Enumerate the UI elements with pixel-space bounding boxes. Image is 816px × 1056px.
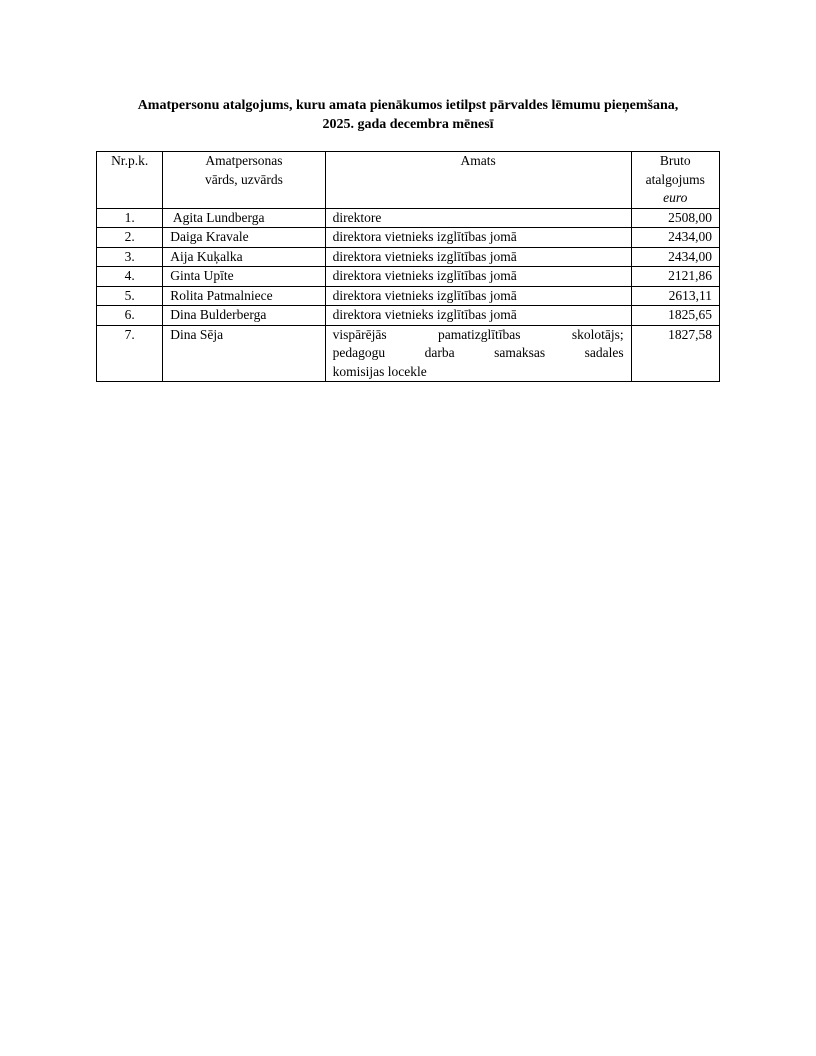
page-title-line-1: Amatpersonu atalgojums, kuru amata pienākumos ietilpst pārvaldes lēmumu pieņemšana, (137, 98, 679, 113)
header-title-label: Amats (460, 153, 496, 168)
cell-gross: 1825,65 (631, 306, 719, 326)
cell-title: direktora vietnieks izglītības jomā (325, 267, 631, 287)
header-nr (97, 152, 163, 209)
cell-nr: 1. (97, 208, 163, 228)
header-nr-label: Nr.p.k. (111, 153, 149, 168)
cell-title: direktora vietnieks izglītības jomā (325, 306, 631, 326)
table-header-row (97, 152, 720, 209)
cell-title-line-2: pedagogu darba samaksas sadales (332, 345, 624, 360)
cell-name: Dina Bulderberga (163, 306, 325, 326)
cell-nr: 3. (97, 247, 163, 267)
cell-name: Ginta Upīte (163, 267, 325, 287)
cell-name: Aija Kuķalka (163, 247, 325, 267)
cell-title-line-3: komisijas locekle (332, 363, 427, 379)
cell-nr: 7. (97, 325, 163, 382)
header-gross-line-1: Bruto (659, 153, 691, 168)
table-row (97, 247, 720, 267)
table-row (97, 228, 720, 248)
cell-title: direktora vietnieks izglītības jomā (325, 247, 631, 267)
header-title (325, 152, 631, 209)
table-row (97, 267, 720, 287)
cell-nr: 5. (97, 286, 163, 306)
cell-nr: 6. (97, 306, 163, 326)
page-title (96, 96, 720, 134)
table-row (97, 325, 720, 382)
table-row (97, 286, 720, 306)
table-row (97, 208, 720, 228)
header-name-line-1: Amatpersonas (205, 153, 283, 168)
header-name (163, 152, 325, 209)
cell-gross: 2434,00 (631, 247, 719, 267)
cell-name: Agita Lundberga (163, 208, 325, 228)
cell-title: direktora vietnieks izglītības jomā (325, 228, 631, 248)
header-gross (631, 152, 719, 209)
cell-nr: 4. (97, 267, 163, 287)
cell-gross: 1827,58 (631, 325, 719, 382)
cell-name: Dina Sēja (163, 325, 325, 382)
header-name-line-2: vārds, uzvārds (204, 171, 283, 187)
table-row (97, 306, 720, 326)
cell-gross: 2508,00 (631, 208, 719, 228)
cell-title: direktora vietnieks izglītības jomā (325, 286, 631, 306)
salary-table (96, 151, 720, 382)
cell-title (325, 325, 631, 382)
cell-title: direktore (325, 208, 631, 228)
cell-title-line-1: vispārējās pamatizglītības skolotājs; (332, 326, 624, 342)
cell-nr: 2. (97, 228, 163, 248)
cell-gross: 2434,00 (631, 228, 719, 248)
header-gross-unit: euro (663, 190, 688, 205)
cell-gross: 2121,86 (631, 267, 719, 287)
cell-name: Daiga Kravale (163, 228, 325, 248)
header-gross-line-2: atalgojums (645, 171, 705, 187)
page-title-line-2: 2025. gada decembra mēnesī (322, 117, 494, 132)
cell-name: Rolita Patmalniece (163, 286, 325, 306)
cell-gross: 2613,11 (631, 286, 719, 306)
